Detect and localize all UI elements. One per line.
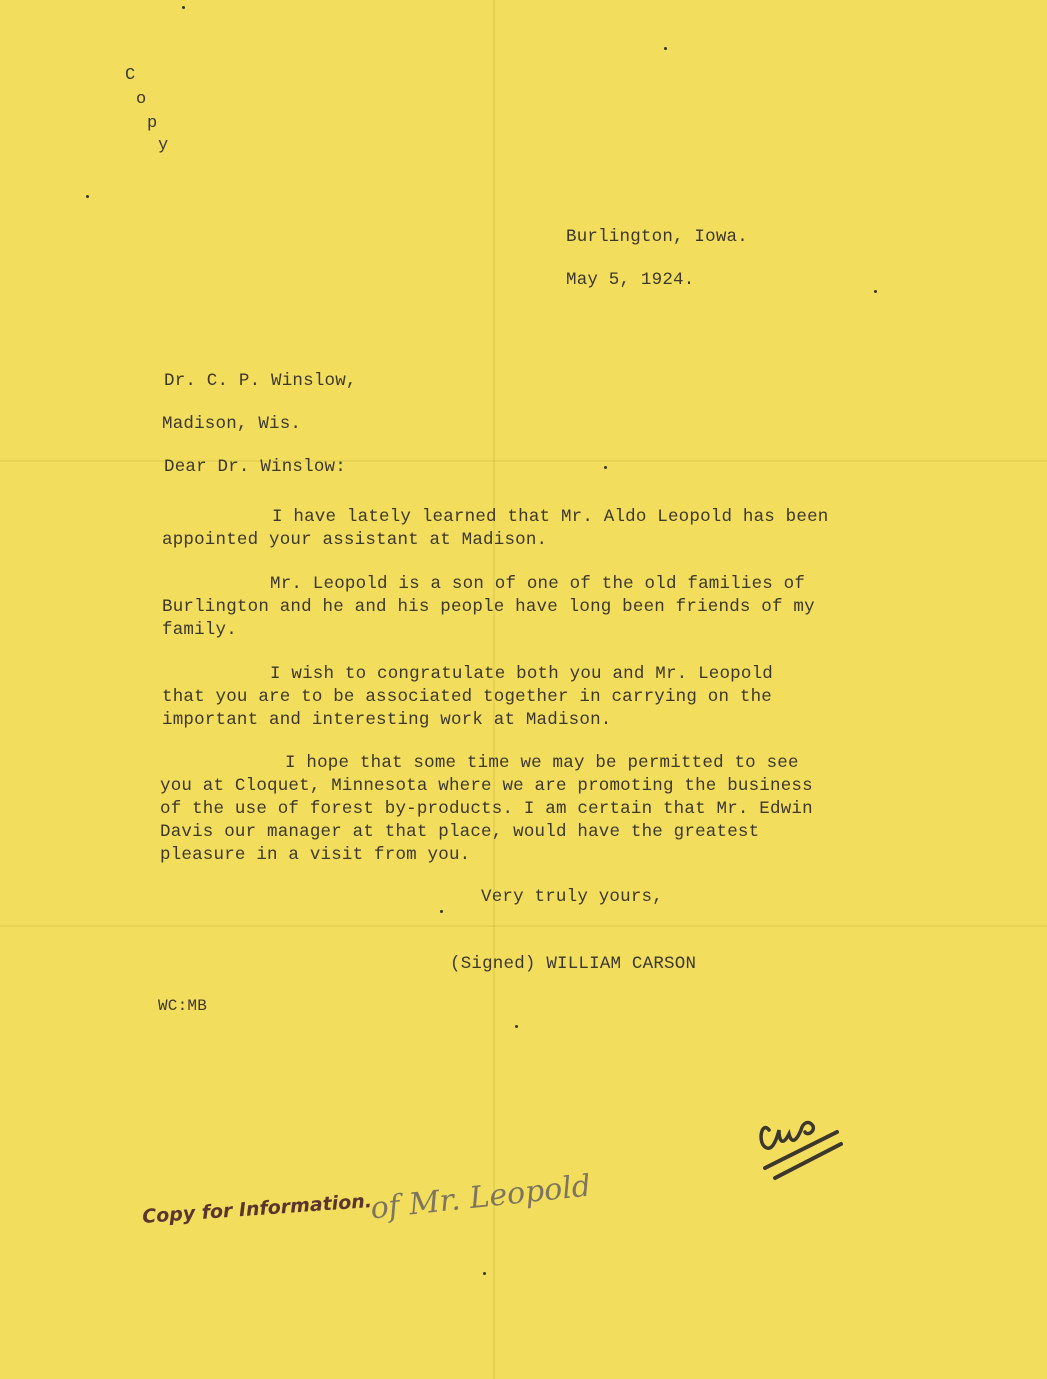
copy-for-information-stamp: Copy for Information. xyxy=(141,1189,373,1229)
handwritten-initials-mark xyxy=(755,1090,855,1190)
handwritten-initials-icon xyxy=(755,1090,855,1190)
letter-place: Burlington, Iowa. xyxy=(566,227,748,247)
copy-marker-letter: p xyxy=(147,114,158,133)
paper-speck xyxy=(515,1025,518,1028)
fold-crease-horizontal xyxy=(0,460,1047,462)
paper-speck xyxy=(182,6,185,9)
recipient-city: Madison, Wis. xyxy=(162,414,302,434)
copy-marker-letter: y xyxy=(158,136,169,155)
closing: Very truly yours, xyxy=(481,887,663,907)
copy-marker-letter: o xyxy=(136,90,147,109)
paper-speck xyxy=(440,910,443,913)
paper-speck xyxy=(86,195,89,198)
paper-speck xyxy=(483,1272,486,1275)
salutation: Dear Dr. Winslow: xyxy=(164,457,346,477)
paper-speck xyxy=(664,47,667,50)
paper-speck xyxy=(874,290,877,293)
fold-crease-horizontal-lower xyxy=(0,925,1047,927)
paper-speck xyxy=(604,466,607,469)
letter-date: May 5, 1924. xyxy=(566,270,695,290)
recipient-name: Dr. C. P. Winslow, xyxy=(164,371,357,391)
reference-initials: WC:MB xyxy=(158,997,208,1015)
body-paragraph: Mr. Leopold is a son of one of the old families of Burlington and he and his people have long been friends of my family. xyxy=(162,574,815,640)
body-paragraph: I wish to congratulate both you and Mr. Leopold that you are to be associated together in carrying on the important and interesting work at Madison. xyxy=(162,664,773,730)
body-paragraph: I have lately learned that Mr. Aldo Leopold has been appointed your assistant at Madison. xyxy=(162,507,829,550)
body-paragraph: I hope that some time we may be permitted to see you at Cloquet, Minnesota where we are promoting the business of the use of forest by-products. I am certain that Mr. Edwin Davis our manager at that place, would have the greatest pleasure in a visit from you. xyxy=(160,753,813,865)
handwritten-note: of Mr. Leopold xyxy=(368,1168,593,1227)
signature-line: (Signed) WILLIAM CARSON xyxy=(450,954,697,974)
copy-marker-letter: C xyxy=(125,66,136,85)
